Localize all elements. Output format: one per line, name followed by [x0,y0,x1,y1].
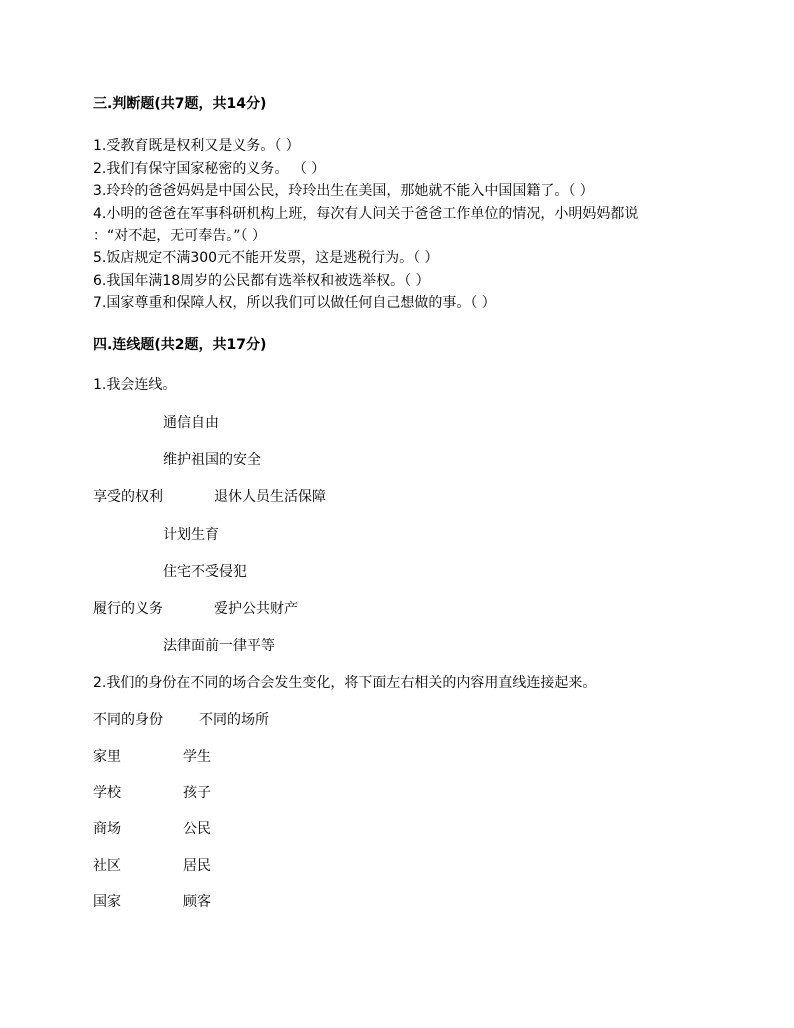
q2-left-item: 社区 [93,858,121,874]
q2-left-item: 商场 [93,821,121,837]
q2-left-item: 家里 [93,749,121,765]
q1-right-item: 通信自由 [163,415,219,431]
judgment-question-3: 3.玲玲的爸爸妈妈是中国公民，玲玲出生在美国，那她就不能入中国国籍了。（ ） [93,183,594,199]
matching-question-2-prompt: 2.我们的身份在不同的场合会发生变化，将下面左右相关的内容用直线连接起来。 [93,675,597,691]
q2-right-item: 学生 [183,749,211,765]
q1-right-item: 退休人员生活保障 [214,489,326,505]
judgment-question-4: 4.小明的爸爸在军事科研机构上班，每次有人问关于爸爸工作单位的情况，小明妈妈都说 [93,206,639,222]
section4-title: 四.连线题(共2题，共17分) [93,337,267,353]
judgment-question-2: 2.我们有保守国家秘密的义务。 （ ） [93,161,326,177]
q1-left-item: 履行的义务 [93,601,163,617]
q2-header-right: 不同的场所 [199,712,269,728]
judgment-question-1: 1.受教育既是权利又是义务。（ ） [93,138,300,154]
q1-right-item: 法律面前一律平等 [163,638,275,654]
judgment-question-6: 6.我国年满18周岁的公民都有选举权和被选举权。（ ） [93,273,430,289]
q1-right-item: 爱护公共财产 [214,601,298,617]
q2-right-item: 居民 [183,858,211,874]
q2-left-item: 国家 [93,894,121,910]
q2-left-item: 学校 [93,785,121,801]
q2-right-item: 公民 [183,821,211,837]
q2-right-item: 孩子 [183,785,211,801]
q1-right-item: 住宅不受侵犯 [163,564,247,580]
judgment-question-4-cont: ：“对不起，无可奉告。”（ ） [93,228,266,244]
judgment-question-5: 5.饭店规定不满300元不能开发票，这是逃税行为。（ ） [93,250,439,266]
q1-left-item: 享受的权利 [93,489,163,505]
q2-header-left: 不同的身份 [93,712,163,728]
matching-question-1-prompt: 1.我会连线。 [93,377,177,393]
section3-title: 三.判断题(共7题，共14分) [93,96,267,112]
q1-right-item: 维护祖国的安全 [163,452,261,468]
q2-right-item: 顾客 [183,894,211,910]
q1-right-item: 计划生育 [163,527,219,543]
judgment-question-7: 7.国家尊重和保障人权，所以我们可以做任何自己想做的事。（ ） [93,295,496,311]
